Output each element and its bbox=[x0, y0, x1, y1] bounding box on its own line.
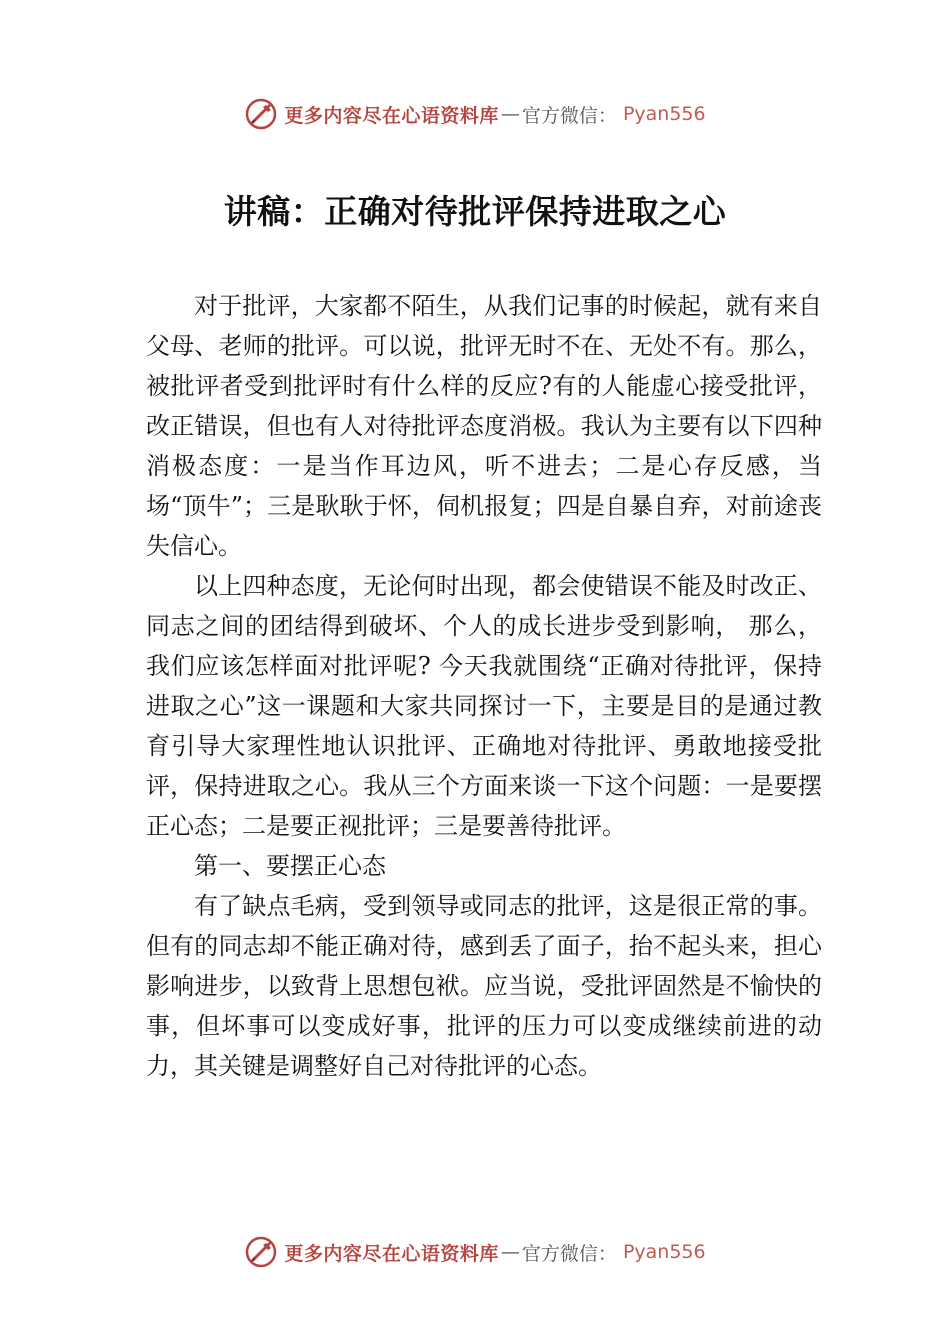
paragraph-section-1: 有了缺点毛病，受到领导或同志的批评，这是很正常的事。但有的同志却不能正确对待，感到丢了面子，抬不起头来，担心影响进步，以致背上思想包袱。应当说，受批评固然是不愉快的事，但坏事可以变成好事，批评的压力可以变成继续前进的动力，其关键是调整好自己对待批评的心态。 bbox=[146, 892, 822, 1080]
footer-banner bbox=[0, 1232, 950, 1272]
footer-separator: — bbox=[500, 1241, 520, 1263]
header-banner bbox=[0, 94, 950, 134]
document-body bbox=[146, 286, 822, 1086]
paragraph-overview: 以上四种态度，无论何时出现，都会使错误不能及时改正、同志之间的团结得到破坏、个人的成长进步受到影响， 那么，我们应该怎样面对批评呢? 今天我就围绕“正确对待批评，保持进取之心”这一课题和大家共同探讨一下，主要是目的是通过教育引导大家理性地认识批评、正确地对待批评、勇敢地接受批评，保持进取之心。我从三个方面来谈一下这个问题：一是要摆正心态；二是要正视批评；三是要善待批评。 bbox=[146, 572, 822, 840]
header-brand: 更多内容尽在心语资料库 bbox=[284, 104, 499, 127]
paragraph-intro: 对于批评，大家都不陌生，从我们记事的时候起，就有来自父母、老师的批评。可以说，批评无时不在、无处不有。那么，被批评者受到批评时有什么样的反应?有的人能虚心接受批评，改正错误，但也有人对待批评态度消极。我认为主要有以下四种消极态度：一是当作耳边风，听不进去；二是心存反感，当场“顶牛”；三是耿耿于怀，伺机报复；四是自暴自弃，对前途丧失信心。 bbox=[146, 292, 822, 560]
footer-wechat-id: Pyan556 bbox=[622, 1241, 706, 1263]
header-wechat-label: 官方微信： bbox=[521, 104, 617, 127]
pen-logo-icon bbox=[244, 1235, 278, 1269]
page-title: 讲稿：正确对待批评保持进取之心 bbox=[223, 192, 727, 231]
footer-brand: 更多内容尽在心语资料库 bbox=[284, 1242, 499, 1265]
pen-logo-icon bbox=[244, 97, 278, 131]
header-separator: — bbox=[500, 103, 520, 125]
header-wechat-id: Pyan556 bbox=[622, 103, 706, 125]
footer-wechat-label: 官方微信： bbox=[521, 1242, 617, 1265]
section-heading-1: 第一、要摆正心态 bbox=[194, 852, 386, 880]
